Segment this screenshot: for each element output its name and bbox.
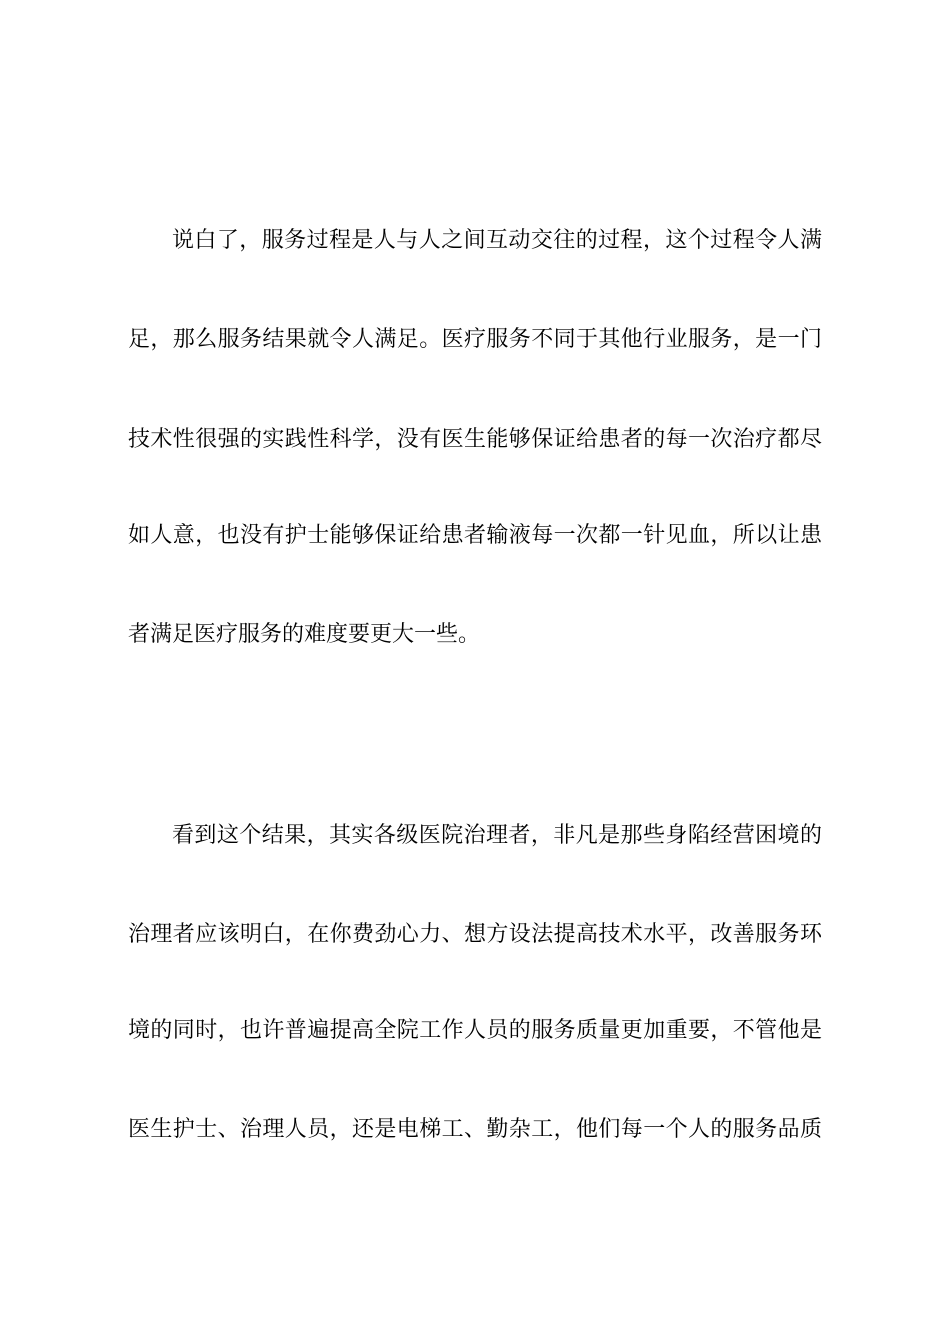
paragraph-line: 如人意，也没有护士能够保证给患者输液每一次都一针见血，所以让患 bbox=[128, 523, 822, 548]
paragraph-line: 境的同时，也许普遍提高全院工作人员的服务质量更加重要，不管他是 bbox=[128, 1018, 822, 1043]
paragraph-line: 医生护士、治理人员，还是电梯工、勤杂工，他们每一个人的服务品质 bbox=[128, 1117, 822, 1142]
paragraph-line: 说白了，服务过程是人与人之间互动交往的过程，这个过程令人满 bbox=[172, 228, 822, 253]
paragraph-line: 看到这个结果，其实各级医院治理者，非凡是那些身陷经营困境的 bbox=[172, 823, 822, 848]
paragraph-line: 者满足医疗服务的难度要更大一些。 bbox=[128, 622, 481, 647]
paragraph-line: 足，那么服务结果就令人满足。医疗服务不同于其他行业服务，是一门 bbox=[128, 327, 822, 352]
paragraph-line: 技术性很强的实践性科学，没有医生能够保证给患者的每一次治疗都尽 bbox=[128, 427, 822, 452]
paragraph-line: 治理者应该明白，在你费劲心力、想方设法提高技术水平，改善服务环 bbox=[128, 922, 822, 947]
